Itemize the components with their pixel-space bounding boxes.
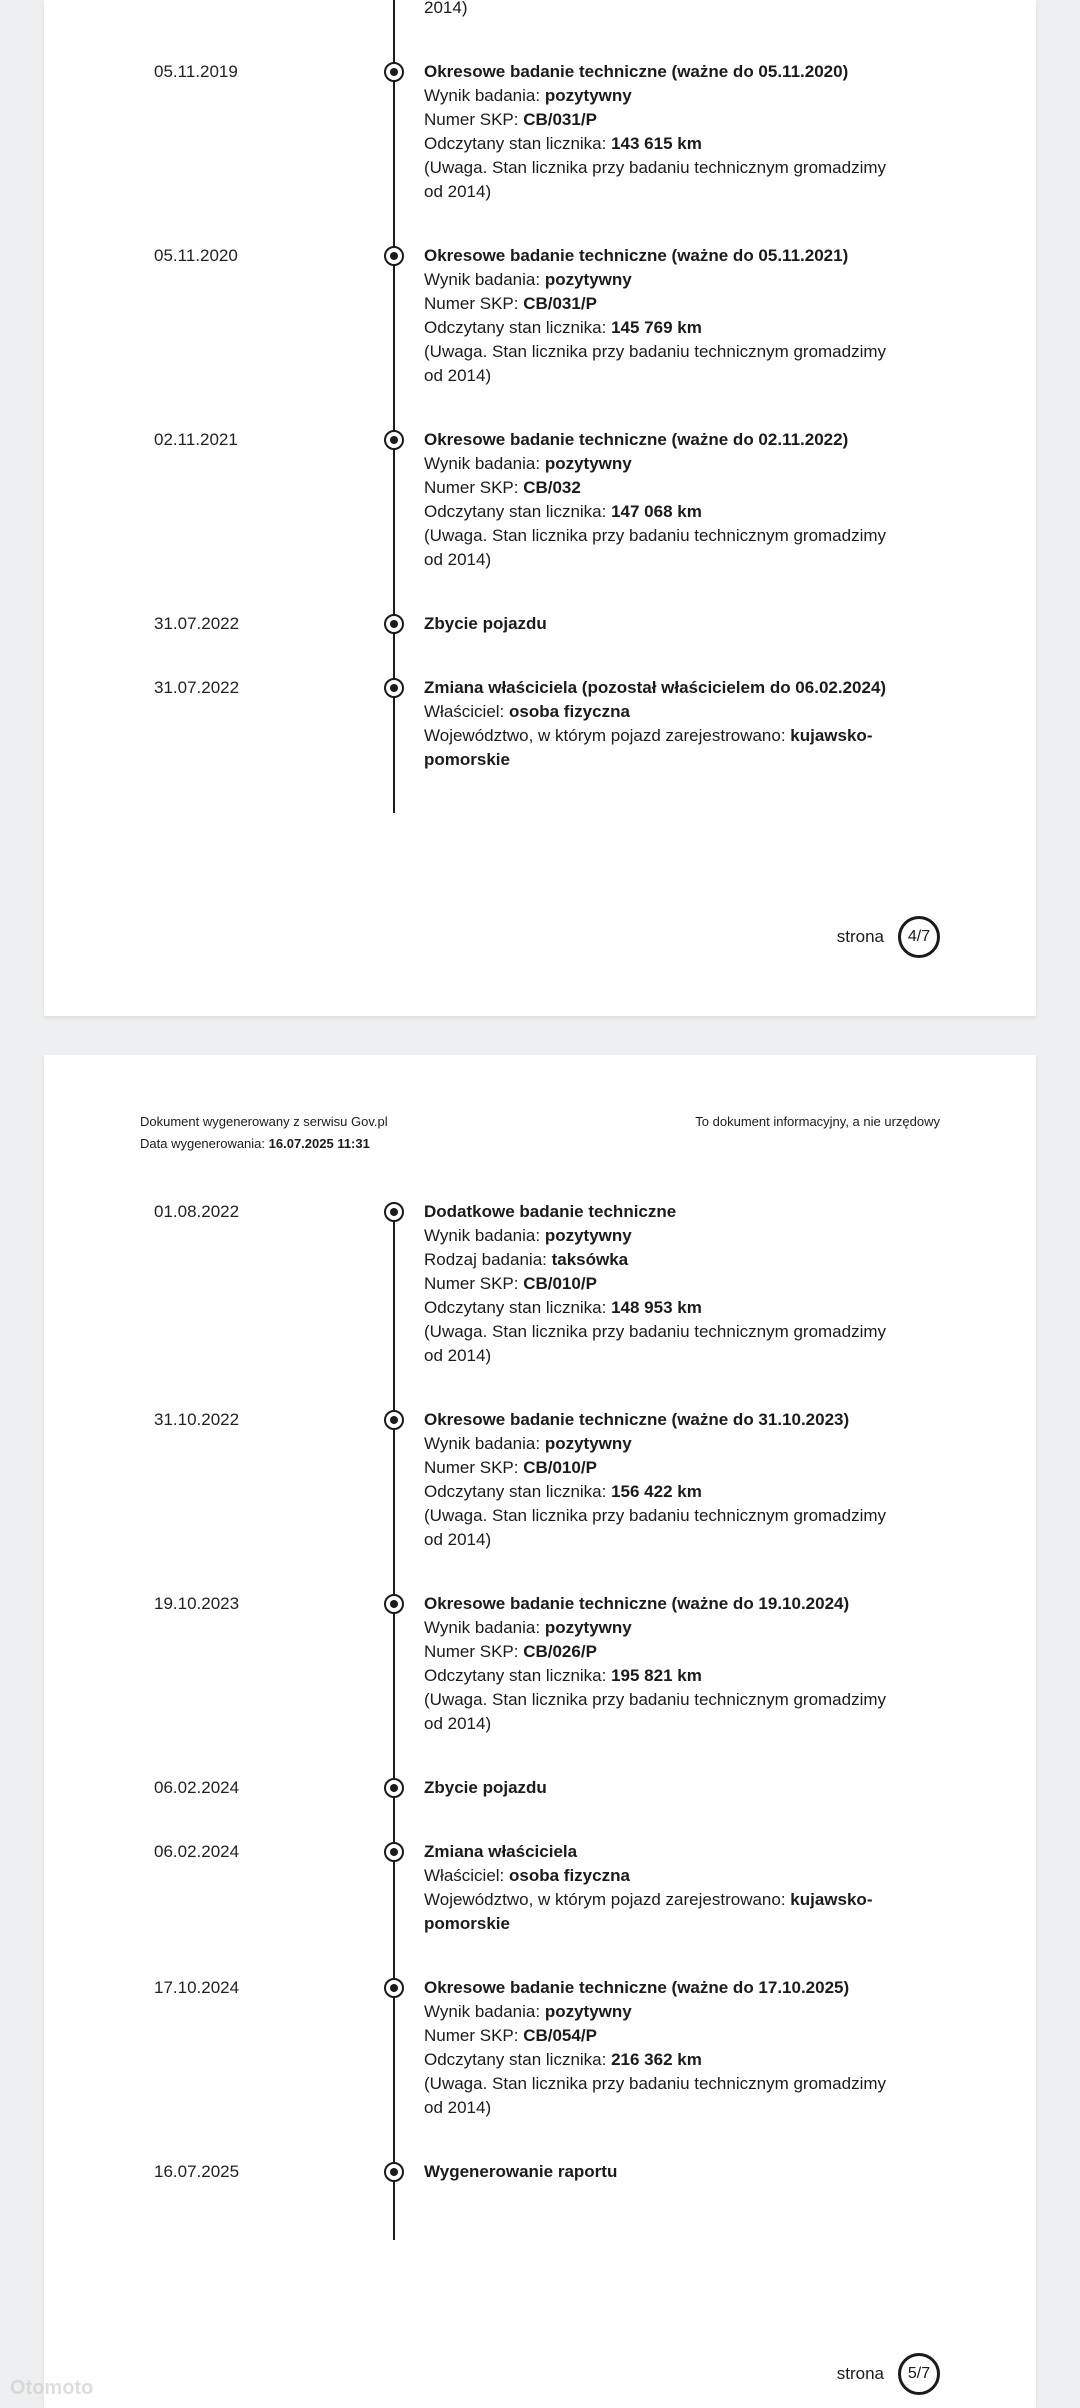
- entry-date: 06.02.2024: [154, 1778, 240, 1797]
- entry-detail-line: [424, 1272, 894, 1296]
- entry-detail-line: [424, 340, 894, 388]
- detail-label: (Uwaga. Stan licznika przy badaniu technicznym gromadzimy od 2014): [424, 1506, 887, 1549]
- top-fragment: 2014): [424, 0, 468, 17]
- detail-label: Numer SKP:: [424, 1274, 524, 1293]
- detail-value: CB/010/P: [523, 1458, 597, 1477]
- detail-label: Odczytany stan licznika:: [424, 1482, 612, 1501]
- entry-detail-line: [424, 1864, 894, 1888]
- entry-body: [424, 1976, 894, 2120]
- pager-number: 4/7: [898, 916, 940, 958]
- entry-detail-line: [424, 452, 894, 476]
- page-indicator: [837, 2353, 940, 2395]
- entry-detail-line: [424, 524, 894, 572]
- detail-value: osoba fizyczna: [509, 1866, 630, 1885]
- detail-value: 147 068 km: [611, 502, 702, 521]
- entry-detail-line: [424, 1248, 894, 1272]
- entry-title: Okresowe badanie techniczne (ważne do 17.10.2025): [424, 1978, 850, 1997]
- detail-label: Numer SKP:: [424, 478, 524, 497]
- entry-body: [424, 1592, 894, 1736]
- entry-body: [424, 1776, 894, 1800]
- detail-label: Wynik badania:: [424, 454, 545, 473]
- entry-detail-line: [424, 700, 894, 724]
- timeline-dot-icon: [384, 1594, 404, 1614]
- detail-value: pozytywny: [544, 1226, 632, 1245]
- entry-detail-line: [424, 292, 894, 316]
- timeline-dot-icon: [384, 1842, 404, 1862]
- timeline-dot-icon: [384, 2162, 404, 2182]
- entry-body: [424, 612, 894, 636]
- detail-label: Numer SKP:: [424, 1642, 524, 1661]
- entry-date: 16.07.2025: [154, 2162, 240, 2181]
- detail-value: 195 821 km: [611, 1666, 702, 1685]
- detail-value: CB/031/P: [523, 294, 597, 313]
- informational-disclaimer: To dokument informacyjny, a nie urzędowy: [695, 1114, 940, 1129]
- entry-date: 01.08.2022: [154, 1202, 240, 1221]
- entry-detail-line: [424, 84, 894, 108]
- entry-detail-line: [424, 1504, 894, 1552]
- detail-label: (Uwaga. Stan licznika przy badaniu technicznym gromadzimy od 2014): [424, 158, 887, 201]
- pager-label: strona: [836, 927, 884, 946]
- detail-label: Wynik badania:: [424, 1618, 545, 1637]
- report-page-4: [44, 0, 1036, 1016]
- entry-detail-line: [424, 1296, 894, 1320]
- detail-value: kujawsko-pomorskie: [424, 726, 873, 769]
- detail-label: Odczytany stan licznika:: [424, 1666, 612, 1685]
- entry-body: [424, 244, 894, 388]
- entry-title: Okresowe badanie techniczne (ważne do 31.10.2023): [424, 1410, 850, 1429]
- detail-value: 145 769 km: [611, 318, 702, 337]
- source-line: Dokument wygenerowany z serwisu Gov.pl: [140, 1114, 388, 1129]
- entry-detail-line: [424, 2000, 894, 2024]
- timeline-dot-icon: [384, 1202, 404, 1222]
- entry-title: Okresowe badanie techniczne (ważne do 05.11.2021): [424, 246, 849, 265]
- detail-label: Odczytany stan licznika:: [424, 502, 612, 521]
- entry-detail-line: [424, 268, 894, 292]
- detail-label: Odczytany stan licznika:: [424, 318, 612, 337]
- timeline-dot-icon: [384, 1978, 404, 1998]
- detail-value: CB/054/P: [523, 2026, 597, 2045]
- entry-title: Dodatkowe badanie techniczne: [424, 1202, 677, 1221]
- entry-body: [424, 60, 894, 204]
- detail-label: Numer SKP:: [424, 2026, 524, 2045]
- entry-date: 31.07.2022: [154, 614, 240, 633]
- entry-title: Wygenerowanie raportu: [424, 2162, 618, 2181]
- entry-date: 17.10.2024: [154, 1978, 240, 1997]
- detail-label: (Uwaga. Stan licznika przy badaniu technicznym gromadzimy od 2014): [424, 1690, 887, 1733]
- pager-label: strona: [836, 2364, 884, 2383]
- timeline-dot-icon: [384, 430, 404, 450]
- detail-value: 148 953 km: [611, 1298, 702, 1317]
- detail-label: Wynik badania:: [424, 2002, 545, 2021]
- entry-date: 05.11.2020: [154, 246, 238, 265]
- entry-date: 02.11.2021: [154, 430, 238, 449]
- timeline-dot-icon: [384, 678, 404, 698]
- entry-detail-line: [424, 1640, 894, 1664]
- entry-detail-line: [424, 1616, 894, 1640]
- detail-value: pozytywny: [544, 1434, 632, 1453]
- entry-detail-line: [424, 108, 894, 132]
- timeline-line: [393, 1215, 395, 2240]
- generated-date-line: Data wygenerowania: 16.07.2025 11:31: [140, 1136, 370, 1151]
- entry-body: [424, 2160, 894, 2184]
- detail-label: Właściciel:: [424, 702, 510, 721]
- entry-detail-line: [424, 476, 894, 500]
- detail-value: CB/010/P: [523, 1274, 597, 1293]
- entry-date: 31.07.2022: [154, 678, 240, 697]
- detail-value: pozytywny: [544, 1618, 632, 1637]
- entry-date: 05.11.2019: [154, 62, 238, 81]
- detail-value: 156 422 km: [611, 1482, 702, 1501]
- entry-detail-line: [424, 2048, 894, 2072]
- entry-detail-line: [424, 500, 894, 524]
- entry-detail-line: [424, 1888, 894, 1936]
- detail-label: Odczytany stan licznika:: [424, 1298, 612, 1317]
- entry-detail-line: [424, 1480, 894, 1504]
- entry-detail-line: [424, 1664, 894, 1688]
- detail-label: Wynik badania:: [424, 270, 545, 289]
- detail-value: CB/032: [523, 478, 581, 497]
- entry-detail-line: [424, 1688, 894, 1736]
- detail-value: osoba fizyczna: [509, 702, 630, 721]
- detail-value: pozytywny: [544, 86, 632, 105]
- timeline-dot-icon: [384, 62, 404, 82]
- entry-detail-line: [424, 1224, 894, 1248]
- detail-label: (Uwaga. Stan licznika przy badaniu technicznym gromadzimy od 2014): [424, 526, 887, 569]
- detail-value: 143 615 km: [611, 134, 702, 153]
- detail-label: Wynik badania:: [424, 1226, 545, 1245]
- entry-detail-line: [424, 2072, 894, 2120]
- entry-title: Okresowe badanie techniczne (ważne do 19.10.2024): [424, 1594, 850, 1613]
- detail-value: pozytywny: [544, 454, 632, 473]
- detail-value: 216 362 km: [611, 2050, 702, 2069]
- entry-title: Okresowe badanie techniczne (ważne do 05.11.2020): [424, 62, 849, 81]
- document-source-header: [140, 1111, 388, 1155]
- detail-value: kujawsko-pomorskie: [424, 1890, 873, 1933]
- entry-title: Zbycie pojazdu: [424, 614, 547, 633]
- timeline-dot-icon: [384, 614, 404, 634]
- detail-label: Odczytany stan licznika:: [424, 2050, 612, 2069]
- entry-detail-line: [424, 1432, 894, 1456]
- detail-value: pozytywny: [544, 2002, 632, 2021]
- detail-label: (Uwaga. Stan licznika przy badaniu technicznym gromadzimy od 2014): [424, 2074, 887, 2117]
- entry-detail-line: [424, 132, 894, 156]
- detail-value: CB/031/P: [523, 110, 597, 129]
- entry-body: [424, 1200, 894, 1368]
- detail-label: Odczytany stan licznika:: [424, 134, 612, 153]
- entry-date: 06.02.2024: [154, 1842, 240, 1861]
- detail-label: (Uwaga. Stan licznika przy badaniu technicznym gromadzimy od 2014): [424, 342, 887, 385]
- entry-detail-line: [424, 316, 894, 340]
- detail-label: Wynik badania:: [424, 1434, 545, 1453]
- detail-label: Województwo, w którym pojazd zarejestrowano:: [424, 726, 791, 745]
- detail-value: taksówka: [551, 1250, 629, 1269]
- entry-body: [424, 1840, 894, 1936]
- watermark-logo: Otomoto: [10, 2377, 94, 2399]
- entry-date: 31.10.2022: [154, 1410, 240, 1429]
- entry-date: 19.10.2023: [154, 1594, 240, 1613]
- detail-label: Numer SKP:: [424, 1458, 524, 1477]
- detail-label: Numer SKP:: [424, 110, 524, 129]
- detail-label: Właściciel:: [424, 1866, 510, 1885]
- timeline-dot-icon: [384, 1410, 404, 1430]
- detail-label: Rodzaj badania:: [424, 1250, 552, 1269]
- entry-detail-line: [424, 1320, 894, 1368]
- page-indicator: [837, 916, 940, 958]
- entry-body: [424, 676, 894, 772]
- entry-detail-line: [424, 1456, 894, 1480]
- detail-label: Numer SKP:: [424, 294, 524, 313]
- timeline-dot-icon: [384, 1778, 404, 1798]
- detail-label: (Uwaga. Stan licznika przy badaniu technicznym gromadzimy od 2014): [424, 1322, 887, 1365]
- entry-title: Zbycie pojazdu: [424, 1778, 547, 1797]
- entry-detail-line: [424, 156, 894, 204]
- entry-body: [424, 428, 894, 572]
- detail-value: CB/026/P: [523, 1642, 597, 1661]
- entry-body: [424, 1408, 894, 1552]
- pager-number: 5/7: [898, 2353, 940, 2395]
- entry-detail-line: [424, 724, 894, 772]
- detail-label: Wynik badania:: [424, 86, 545, 105]
- entry-title: Zmiana właściciela (pozostał właścicielem do 06.02.2024): [424, 678, 887, 697]
- report-page-5: [44, 1055, 1036, 2408]
- detail-value: pozytywny: [544, 270, 632, 289]
- entry-title: Okresowe badanie techniczne (ważne do 02.11.2022): [424, 430, 849, 449]
- entry-detail-line: [424, 2024, 894, 2048]
- entry-title: Zmiana właściciela: [424, 1842, 578, 1861]
- detail-label: Województwo, w którym pojazd zarejestrowano:: [424, 1890, 791, 1909]
- timeline-dot-icon: [384, 246, 404, 266]
